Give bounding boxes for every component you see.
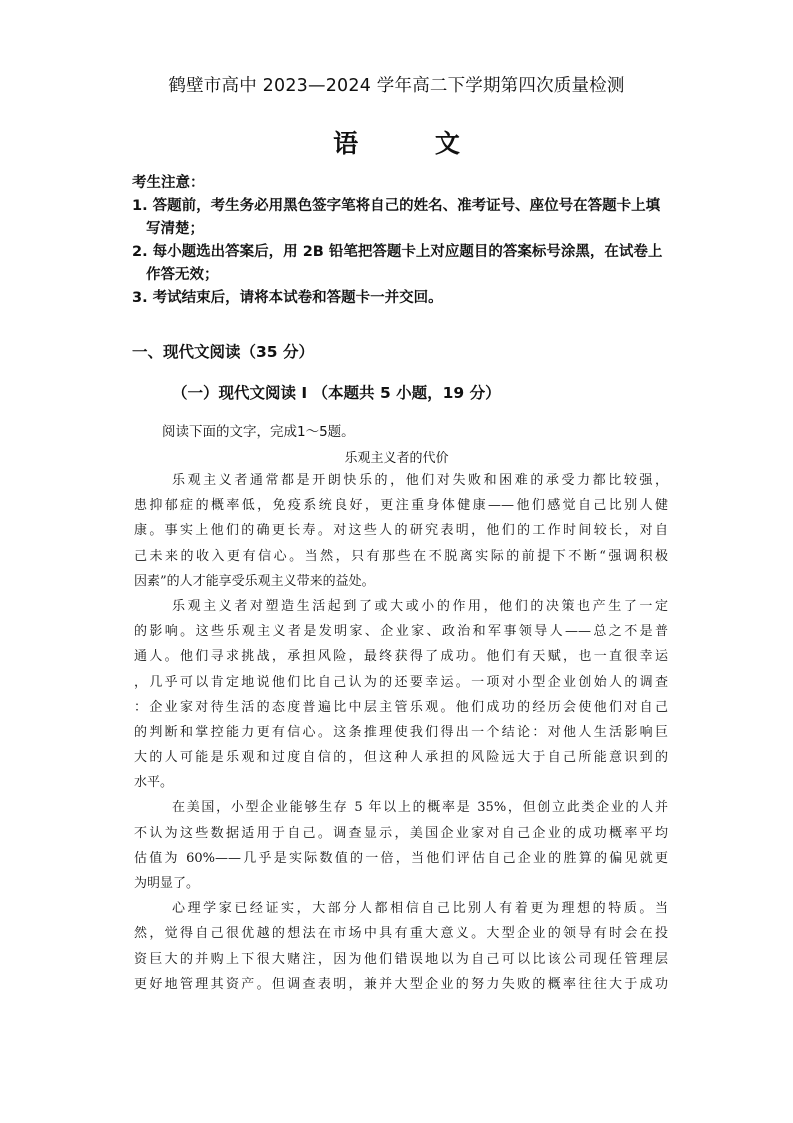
article-line: 大的人可能是乐观和过度自信的，但这种人承担的风险远大于自己所能意识到的	[134, 750, 668, 766]
article-body	[134, 468, 668, 997]
article-line: 水平。	[134, 775, 174, 791]
article-line: 乐观主义者对塑造生活起到了或大或小的作用，他们的决策也产生了一定	[172, 598, 668, 614]
article-line: 不认为这些数据适用于自己。调查显示，美国企业家对自己企业的成功概率平均	[134, 825, 668, 841]
notice-heading: 考生注意：	[132, 175, 205, 191]
subsection-title: （一）现代文阅读 I （本题共 5 小题，19 分）	[172, 384, 501, 402]
candidate-notice	[132, 172, 672, 310]
article-line: 然，觉得自己很优越的想法在市场中具有重大意义。大型企业的领导有时会在投	[134, 926, 668, 942]
subject-title: 语 文	[333, 129, 494, 158]
notice-item: 2. 每小题选出答案后，用 2B 铅笔把答题卡上对应题目的答案标号涂黑，在试卷上作答无效；	[132, 244, 663, 283]
article-line: 康。事实上他们的确更长寿。对这些人的研究表明，他们的工作时间较长，对自	[134, 523, 668, 539]
article-line: 因素”的人才能享受乐观主义带来的益处。	[134, 573, 375, 589]
article-line: 在美国，小型企业能够生存 5 年以上的概率是 35%，但创立此类企业的人并	[172, 800, 668, 816]
article-line: 更好地管理其资产。但调查表明，兼并大型企业的努力失败的概率往往大于成功	[134, 976, 668, 992]
article-line: 的判断和掌控能力更有信心。这条推理使我们得出一个结论：对他人生活影响巨	[134, 724, 668, 740]
article-line: 估值为 60%——几乎是实际数值的一倍，当他们评估自己企业的胜算的偏见就更	[134, 850, 668, 866]
notice-item: 3. 考试结束后，请将本试卷和答题卡一并交回。	[132, 290, 443, 306]
article-line: 资巨大的并购上下很大赌注，因为他们错误地以为自己可以比该公司现任管理层	[134, 951, 668, 967]
article-line: ：企业家对待生活的态度普遍比中层主管乐观。他们成功的经历会使他们对自己	[134, 699, 668, 715]
article-line: 为明显了。	[134, 876, 200, 891]
article-line: 乐观主义者通常都是开朗快乐的，他们对失败和困难的承受力都比较强，	[172, 473, 668, 488]
reading-instruction: 阅读下面的文字，完成1～5题。	[162, 424, 355, 440]
article-line: 心理学家已经证实，大部分人都相信自己比别人有着更为理想的特质。当	[172, 901, 668, 917]
article-line: 的影响。这些乐观主义者是发明家、企业家、政治和军事领导人——总之不是普	[134, 624, 668, 640]
article-title: 乐观主义者的代价	[344, 451, 449, 466]
exam-title: 鹤壁市高中 2023—2024 学年高二下学期第四次质量检测	[168, 76, 625, 96]
article-line: 患抑郁症的概率低，免疫系统良好，更注重身体健康——他们感觉自己比别人健	[134, 498, 668, 514]
article-line: ，几乎可以肯定地说他们比自己认为的还要幸运。一项对小型企业创始人的调查	[134, 674, 668, 690]
section-title: 一、现代文阅读（35 分）	[132, 343, 314, 361]
article-line: 己未来的收入更有信心。当然，只有那些在不脱离实际的前提下不断“强调积极	[134, 548, 668, 564]
notice-item: 1. 答题前，考生务必用黑色签字笔将自己的姓名、准考证号、座位号在答题卡上填写清楚；	[132, 198, 661, 237]
article-line: 通人。他们寻求挑战，承担风险，最终获得了成功。他们有天赋，也一直很幸运	[134, 649, 668, 665]
